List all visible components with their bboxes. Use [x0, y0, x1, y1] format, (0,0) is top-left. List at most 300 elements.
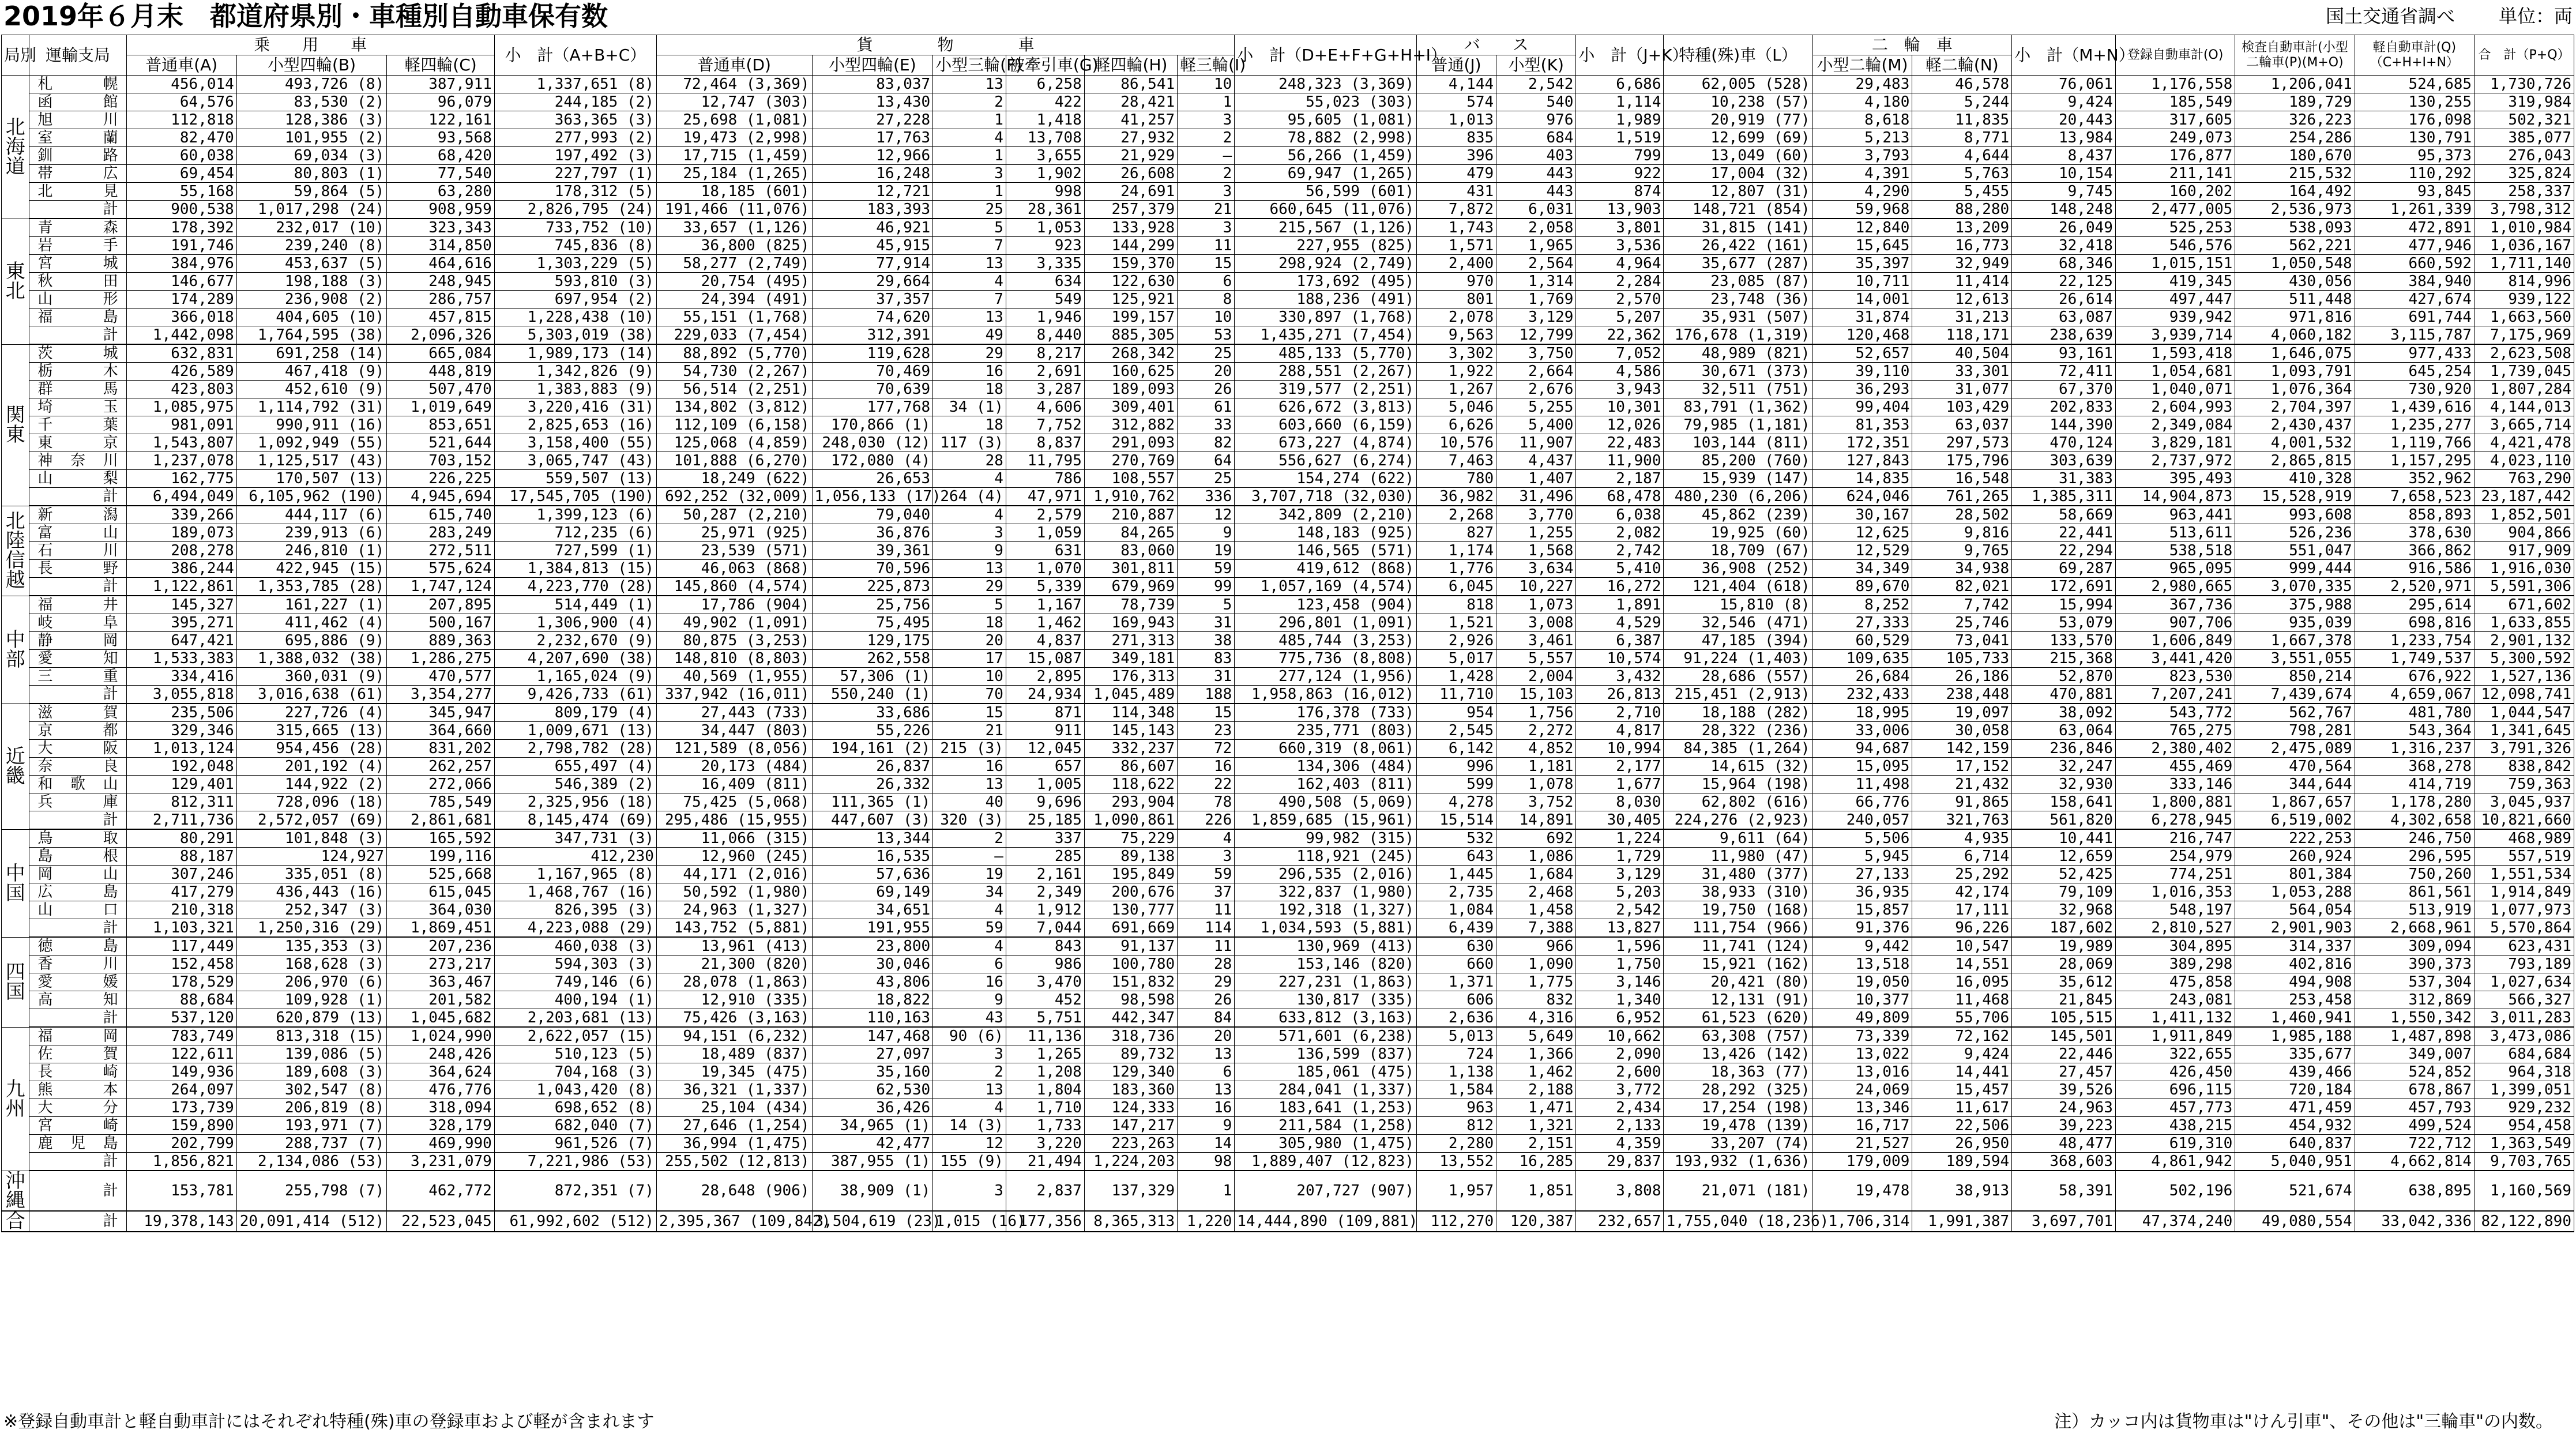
value-cell: 556,627 (6,274)	[1235, 452, 1417, 470]
value-cell: 20,919 (77)	[1664, 111, 1812, 129]
office-cell: 鳥取	[29, 829, 126, 848]
value-cell: 26,837	[812, 758, 933, 776]
value-cell: 1,125,517 (43)	[236, 452, 386, 470]
value-cell: 129,340	[1084, 1063, 1177, 1081]
value-cell: 77,540	[387, 165, 495, 183]
value-cell: 7	[933, 291, 1006, 309]
value-cell: 4,207,690 (38)	[494, 650, 656, 668]
value-cell: 785,549	[387, 793, 495, 811]
value-cell: 745,836 (8)	[494, 237, 656, 255]
value-cell: 22,506	[1912, 1117, 2012, 1135]
value-cell: 630	[1416, 937, 1496, 956]
value-cell: 6,038	[1576, 506, 1664, 524]
unit-note: 単位：両	[2498, 5, 2573, 27]
value-cell: 307,246	[126, 866, 236, 883]
value-cell: 462,772	[387, 1171, 495, 1211]
value-cell: 14,835	[1812, 470, 1912, 488]
value-cell: 38,909 (1)	[812, 1171, 933, 1211]
value-cell: –	[1178, 147, 1235, 165]
value-cell: 27,133	[1812, 866, 1912, 883]
value-cell: 404,605 (10)	[236, 309, 386, 326]
value-cell: 2	[1178, 129, 1235, 147]
value-cell: 100,780	[1084, 956, 1177, 973]
header-col-a: 普通車(A)	[126, 55, 236, 76]
value-cell: 2,232,670 (9)	[494, 632, 656, 650]
value-cell: 17,763	[812, 129, 933, 147]
value-cell: 1,306,900 (4)	[494, 614, 656, 632]
value-cell: 464,616	[387, 255, 495, 273]
value-cell: 2,400	[1416, 255, 1496, 273]
value-cell: 130,777	[1084, 901, 1177, 919]
value-cell: 262,558	[812, 650, 933, 668]
header-col-d: 普通車(D)	[656, 55, 812, 76]
value-cell: 3,793	[1812, 147, 1912, 165]
value-cell: 430,056	[2235, 273, 2355, 291]
value-cell: 25,292	[1912, 866, 2012, 883]
value-cell: 215,368	[2012, 650, 2116, 668]
value-cell: 1,922	[1416, 363, 1496, 381]
value-cell: 419,612 (868)	[1235, 560, 1417, 578]
value-cell: 19,345 (475)	[656, 1063, 812, 1081]
value-cell: 28	[933, 452, 1006, 470]
value-cell: 215,532	[2235, 165, 2355, 183]
value-cell: 704,168 (3)	[494, 1063, 656, 1081]
value-cell: 11	[1178, 237, 1235, 255]
value-cell: 1,341,645	[2475, 722, 2574, 740]
value-cell: 2,380,402	[2115, 740, 2235, 758]
value-cell: 546,576	[2115, 237, 2235, 255]
value-cell: 18,188 (282)	[1664, 704, 1812, 722]
value-cell: 11,900	[1576, 452, 1664, 470]
value-cell: 1,353,785 (28)	[236, 578, 386, 596]
value-cell: 1,418	[1006, 111, 1084, 129]
value-cell: 77,914	[812, 255, 933, 273]
value-cell: 12	[933, 1135, 1006, 1153]
value-cell: 143,752 (5,881)	[656, 919, 812, 938]
value-cell: 52,657	[1812, 344, 1912, 363]
value-cell: 91,376	[1812, 919, 1912, 938]
value-cell: 861,561	[2355, 883, 2474, 901]
value-cell: 45,915	[812, 237, 933, 255]
value-cell: 1,342,826 (9)	[494, 363, 656, 381]
value-cell: 56,266 (1,459)	[1235, 147, 1417, 165]
value-cell: 5,040,951	[2235, 1153, 2355, 1171]
value-cell: 1,077,973	[2475, 901, 2574, 919]
value-cell: 4	[933, 901, 1006, 919]
value-cell: 101,955 (2)	[236, 129, 386, 147]
value-cell: 11	[1178, 937, 1235, 956]
value-cell: 15	[933, 704, 1006, 722]
value-cell: 28,686 (557)	[1664, 668, 1812, 686]
value-cell: 7,175,969	[2475, 326, 2574, 345]
table-row	[2, 883, 2574, 901]
value-cell: 30,058	[1912, 722, 2012, 740]
value-cell: 698,652 (8)	[494, 1099, 656, 1117]
value-cell: 35,397	[1812, 255, 1912, 273]
value-cell: 103,144 (811)	[1664, 434, 1812, 452]
value-cell: 13,346	[1812, 1099, 1912, 1117]
value-cell: 1,991,387	[1912, 1211, 2012, 1232]
value-cell: 16,717	[1812, 1117, 1912, 1135]
value-cell: 3,798,312	[2475, 201, 2574, 219]
value-cell: 422,945 (15)	[236, 560, 386, 578]
region-cell: 東北	[2, 219, 29, 344]
value-cell: 8,440	[1006, 326, 1084, 345]
header-group-passenger: 乗 用 車	[126, 35, 494, 55]
value-cell: 12,910 (335)	[656, 991, 812, 1009]
office-cell: 大阪	[29, 740, 126, 758]
value-cell: 2,542	[1496, 76, 1576, 93]
value-cell: 911	[1006, 722, 1084, 740]
value-cell: 774,251	[2115, 866, 2235, 883]
value-cell: 3	[933, 1045, 1006, 1063]
value-cell: 39,223	[2012, 1117, 2116, 1135]
value-cell: 12,131 (91)	[1664, 991, 1812, 1009]
table-row	[2, 219, 2574, 237]
value-cell: 10,441	[2012, 829, 2116, 848]
value-cell: 4,180	[1812, 93, 1912, 111]
value-cell: 1	[1178, 93, 1235, 111]
value-cell: 10,547	[1912, 937, 2012, 956]
value-cell: 1,733	[1006, 1117, 1084, 1135]
value-cell: 749,146 (6)	[494, 973, 656, 991]
value-cell: 26,049	[2012, 219, 2116, 237]
value-cell: 29,483	[1812, 76, 1912, 93]
value-cell: 72	[1178, 740, 1235, 758]
value-cell: 7,052	[1576, 344, 1664, 363]
value-cell: 191,746	[126, 237, 236, 255]
value-cell: 33,657 (1,126)	[656, 219, 812, 237]
value-cell: 3,943	[1576, 381, 1664, 398]
value-cell: 4,964	[1576, 255, 1664, 273]
value-cell: 9	[933, 542, 1006, 560]
value-cell: 55,168	[126, 183, 236, 201]
value-cell: 475,858	[2115, 973, 2235, 991]
value-cell: 22,446	[2012, 1045, 2116, 1063]
value-cell: 15,087	[1006, 650, 1084, 668]
value-cell: 3,441,420	[2115, 650, 2235, 668]
office-cell: 香川	[29, 956, 126, 973]
value-cell: 98	[1178, 1153, 1235, 1171]
value-cell: 4,644	[1912, 147, 2012, 165]
value-cell: 1,755,040 (18,236)	[1664, 1211, 1812, 1232]
value-cell: 130,817 (335)	[1235, 991, 1417, 1009]
value-cell: 4,586	[1576, 363, 1664, 381]
value-cell: 557,519	[2475, 848, 2574, 866]
value-cell: 695,886 (9)	[236, 632, 386, 650]
value-cell: 30,405	[1576, 811, 1664, 830]
value-cell: 2,737,972	[2115, 452, 2235, 470]
value-cell: 500,167	[387, 614, 495, 632]
value-cell: 12,721	[812, 183, 933, 201]
value-cell: 793,189	[2475, 956, 2574, 973]
value-cell: 2,082	[1576, 524, 1664, 542]
value-cell: 70,469	[812, 363, 933, 381]
value-cell: 2,325,956 (18)	[494, 793, 656, 811]
table-row	[2, 147, 2574, 165]
office-cell: 計	[29, 488, 126, 506]
value-cell: 27,333	[1812, 614, 1912, 632]
value-cell: 10,662	[1576, 1027, 1664, 1045]
value-cell: 954,458	[2475, 1117, 2574, 1135]
value-cell: 660,592	[2355, 255, 2474, 273]
value-cell: 16,773	[1912, 237, 2012, 255]
value-cell: 26,950	[1912, 1135, 2012, 1153]
value-cell: 1,017,298 (24)	[236, 201, 386, 219]
value-cell: 1,314	[1496, 273, 1576, 291]
value-cell: 210,318	[126, 901, 236, 919]
header-col-h: 軽四輪(H)	[1084, 55, 1177, 76]
value-cell: 470,881	[2012, 686, 2116, 704]
value-cell: 1,237,078	[126, 452, 236, 470]
value-cell: 151,832	[1084, 973, 1177, 991]
value-cell: 54,730 (2,267)	[656, 363, 812, 381]
value-cell: 1,550,342	[2355, 1009, 2474, 1028]
value-cell: 6	[933, 956, 1006, 973]
value-cell: 954	[1416, 704, 1496, 722]
value-cell: 34,938	[1912, 560, 2012, 578]
value-cell: 9	[1178, 524, 1235, 542]
value-cell: 17,004 (32)	[1664, 165, 1812, 183]
value-cell: 93,845	[2355, 183, 2474, 201]
office-cell: 計	[29, 326, 126, 345]
value-cell: 191,466 (11,076)	[656, 201, 812, 219]
value-cell: 4,391	[1812, 165, 1912, 183]
value-cell: 643	[1416, 848, 1496, 866]
value-cell: 31,383	[2012, 470, 2116, 488]
header-grand-total: 合 計（P+Q）	[2475, 35, 2574, 76]
value-cell: 1,303,229 (5)	[494, 255, 656, 273]
value-cell: 1,804	[1006, 1081, 1084, 1099]
value-cell: 79,040	[812, 506, 933, 524]
value-cell: 1	[933, 147, 1006, 165]
office-cell: 愛知	[29, 650, 126, 668]
value-cell: 476,776	[387, 1081, 495, 1099]
value-cell: 19	[1178, 542, 1235, 560]
value-cell: 9,424	[2012, 93, 2116, 111]
value-cell: 1,460,941	[2235, 1009, 2355, 1028]
value-cell: 660,319 (8,061)	[1235, 740, 1417, 758]
value-cell: 202,833	[2012, 398, 2116, 416]
value-cell: 5,591,306	[2475, 578, 2574, 596]
value-cell: 977,433	[2355, 344, 2474, 363]
value-cell: 1,167,965 (8)	[494, 866, 656, 883]
value-cell: 2,468	[1496, 883, 1576, 901]
table-row	[2, 704, 2574, 722]
value-cell: 248,030 (12)	[812, 434, 933, 452]
value-cell: 8,030	[1576, 793, 1664, 811]
value-cell: 236,908 (2)	[236, 291, 386, 309]
value-cell: 160,202	[2115, 183, 2235, 201]
value-cell: 114,348	[1084, 704, 1177, 722]
value-cell: 775,736 (8,808)	[1235, 650, 1417, 668]
value-cell: 801	[1416, 291, 1496, 309]
value-cell: 176,678 (1,319)	[1664, 326, 1812, 345]
value-cell: 1,407	[1496, 470, 1576, 488]
value-cell: 15	[1178, 255, 1235, 273]
value-cell: 1,114	[1576, 93, 1664, 111]
value-cell: 227,726 (4)	[236, 704, 386, 722]
value-cell: 453,637 (5)	[236, 255, 386, 273]
value-cell: 4,223,088 (29)	[494, 919, 656, 938]
value-cell: 20,754 (495)	[656, 273, 812, 291]
value-cell: 2,668,961	[2355, 919, 2474, 938]
value-cell: 88,684	[126, 991, 236, 1009]
value-cell: 21,527	[1812, 1135, 1912, 1153]
value-cell: 16	[933, 363, 1006, 381]
value-cell: 335,677	[2235, 1045, 2355, 1063]
value-cell: 168,628 (3)	[236, 956, 386, 973]
value-cell: 25	[933, 201, 1006, 219]
value-cell: 264,097	[126, 1081, 236, 1099]
value-cell: 10,227	[1496, 578, 1576, 596]
value-cell: 223,263	[1084, 1135, 1177, 1153]
value-cell: 26,422 (161)	[1664, 237, 1812, 255]
table-row	[2, 614, 2574, 632]
value-cell: 293,904	[1084, 793, 1177, 811]
value-cell: 1,043,420 (8)	[494, 1081, 656, 1099]
value-cell: 472,891	[2355, 219, 2474, 237]
value-cell: 153,781	[126, 1171, 236, 1211]
value-cell: 761,265	[1912, 488, 2012, 506]
value-cell: 3,129	[1576, 866, 1664, 883]
value-cell: 5,244	[1912, 93, 2012, 111]
value-cell: 1,044,547	[2475, 704, 2574, 722]
value-cell: 23,800	[812, 937, 933, 956]
value-cell: 422	[1006, 93, 1084, 111]
value-cell: 1,090,861	[1084, 811, 1177, 830]
value-cell: 35,160	[812, 1063, 933, 1081]
value-cell: 538,518	[2115, 542, 2235, 560]
value-cell: 626,672 (3,813)	[1235, 398, 1417, 416]
value-cell: 75,426 (3,163)	[656, 1009, 812, 1028]
value-cell: 3,115,787	[2355, 326, 2474, 345]
value-cell: 525,668	[387, 866, 495, 883]
value-cell: 2,865,815	[2235, 452, 2355, 470]
value-cell: 3,158,400 (55)	[494, 434, 656, 452]
value-cell: 13,430	[812, 93, 933, 111]
value-cell: 17,152	[1912, 758, 2012, 776]
value-cell: 1,399,051	[2475, 1081, 2574, 1099]
value-cell: 16	[933, 973, 1006, 991]
value-cell: 999,444	[2235, 560, 2355, 578]
table-row	[2, 470, 2574, 488]
value-cell: 4,060,182	[2235, 326, 2355, 345]
value-cell: 1,399,123 (6)	[494, 506, 656, 524]
value-cell: 907,706	[2115, 614, 2235, 632]
value-cell: 146,677	[126, 273, 236, 291]
value-cell: 660	[1416, 956, 1496, 973]
value-cell: 314,850	[387, 237, 495, 255]
value-cell: 21,845	[2012, 991, 2116, 1009]
value-cell: 1,527,136	[2475, 668, 2574, 686]
value-cell: 189,594	[1912, 1153, 2012, 1171]
value-cell: 88,187	[126, 848, 236, 866]
value-cell: 52,870	[2012, 668, 2116, 686]
value-cell: 192,048	[126, 758, 236, 776]
value-cell: 835	[1416, 129, 1496, 147]
table-row	[2, 1009, 2574, 1028]
value-cell: 1,167	[1006, 596, 1084, 614]
table-row	[2, 1117, 2574, 1135]
value-cell: 11,066 (315)	[656, 829, 812, 848]
value-cell: 63,087	[2012, 309, 2116, 326]
value-cell: 2,096,326	[387, 326, 495, 345]
value-cell: 1,468,767 (16)	[494, 883, 656, 901]
value-cell: 2,710	[1576, 704, 1664, 722]
value-cell: 490,508 (5,069)	[1235, 793, 1417, 811]
value-cell: 215,567 (1,126)	[1235, 219, 1417, 237]
value-cell: 121,589 (8,056)	[656, 740, 812, 758]
value-cell: 37,357	[812, 291, 933, 309]
value-cell: 1,015,151	[2115, 255, 2235, 273]
value-cell: 28,322 (236)	[1664, 722, 1812, 740]
value-cell: 255,502 (12,813)	[656, 1153, 812, 1171]
value-cell: 384,940	[2355, 273, 2474, 291]
value-cell: 232,657	[1576, 1211, 1664, 1232]
office-cell: 釧路	[29, 147, 126, 165]
value-cell: 673,227 (4,874)	[1235, 434, 1417, 452]
value-cell: 26,653	[812, 470, 933, 488]
value-cell: 8,145,474 (69)	[494, 811, 656, 830]
value-cell: 4,817	[1576, 722, 1664, 740]
value-cell: 13	[933, 76, 1006, 93]
value-cell: 10,576	[1416, 434, 1496, 452]
region-cell: 北陸信越	[2, 506, 29, 596]
value-cell: 285	[1006, 848, 1084, 866]
value-cell: 64,576	[126, 93, 236, 111]
value-cell: 470,124	[2012, 434, 2116, 452]
source-note: 国土交通省調べ	[2325, 5, 2455, 27]
value-cell: 22,523,045	[387, 1211, 495, 1232]
value-cell: 2,926	[1416, 632, 1496, 650]
value-cell: 1,337,651 (8)	[494, 76, 656, 93]
value-cell: 84,385 (1,264)	[1664, 740, 1812, 758]
value-cell: 1,103,321	[126, 919, 236, 938]
office-cell: 青森	[29, 219, 126, 237]
value-cell: 24,963	[2012, 1099, 2116, 1117]
value-cell: 202,799	[126, 1135, 236, 1153]
table-row	[2, 273, 2574, 291]
value-cell: 970	[1416, 273, 1496, 291]
value-cell: 1,411,132	[2115, 1009, 2235, 1028]
value-cell: 12,799	[1496, 326, 1576, 345]
value-cell: 9,745	[2012, 183, 2116, 201]
value-cell: 18	[933, 381, 1006, 398]
value-cell: 40,569 (1,955)	[656, 668, 812, 686]
value-cell: 25,746	[1912, 614, 2012, 632]
value-cell: 6,105,962 (190)	[236, 488, 386, 506]
value-cell: 691,258 (14)	[236, 344, 386, 363]
value-cell: 917,909	[2475, 542, 2574, 560]
value-cell: 1,085,975	[126, 398, 236, 416]
value-cell: 34	[933, 883, 1006, 901]
value-cell: 195,849	[1084, 866, 1177, 883]
value-cell: 172,080 (4)	[812, 452, 933, 470]
value-cell: 692	[1496, 829, 1576, 848]
value-cell: 3,770	[1496, 506, 1576, 524]
value-cell: 42,174	[1912, 883, 2012, 901]
value-cell: 2,284	[1576, 273, 1664, 291]
region-cell: 沖縄	[2, 1171, 29, 1211]
value-cell: 963,441	[2115, 506, 2235, 524]
value-cell: 3,473,086	[2475, 1027, 2574, 1045]
value-cell: 981,091	[126, 416, 236, 434]
page-title: 2019年６月末 都道府県別・車種別自動車保有数	[3, 1, 608, 32]
value-cell: 990,911 (16)	[236, 416, 386, 434]
value-cell: 799	[1576, 147, 1664, 165]
value-cell: 20,173 (484)	[656, 758, 812, 776]
